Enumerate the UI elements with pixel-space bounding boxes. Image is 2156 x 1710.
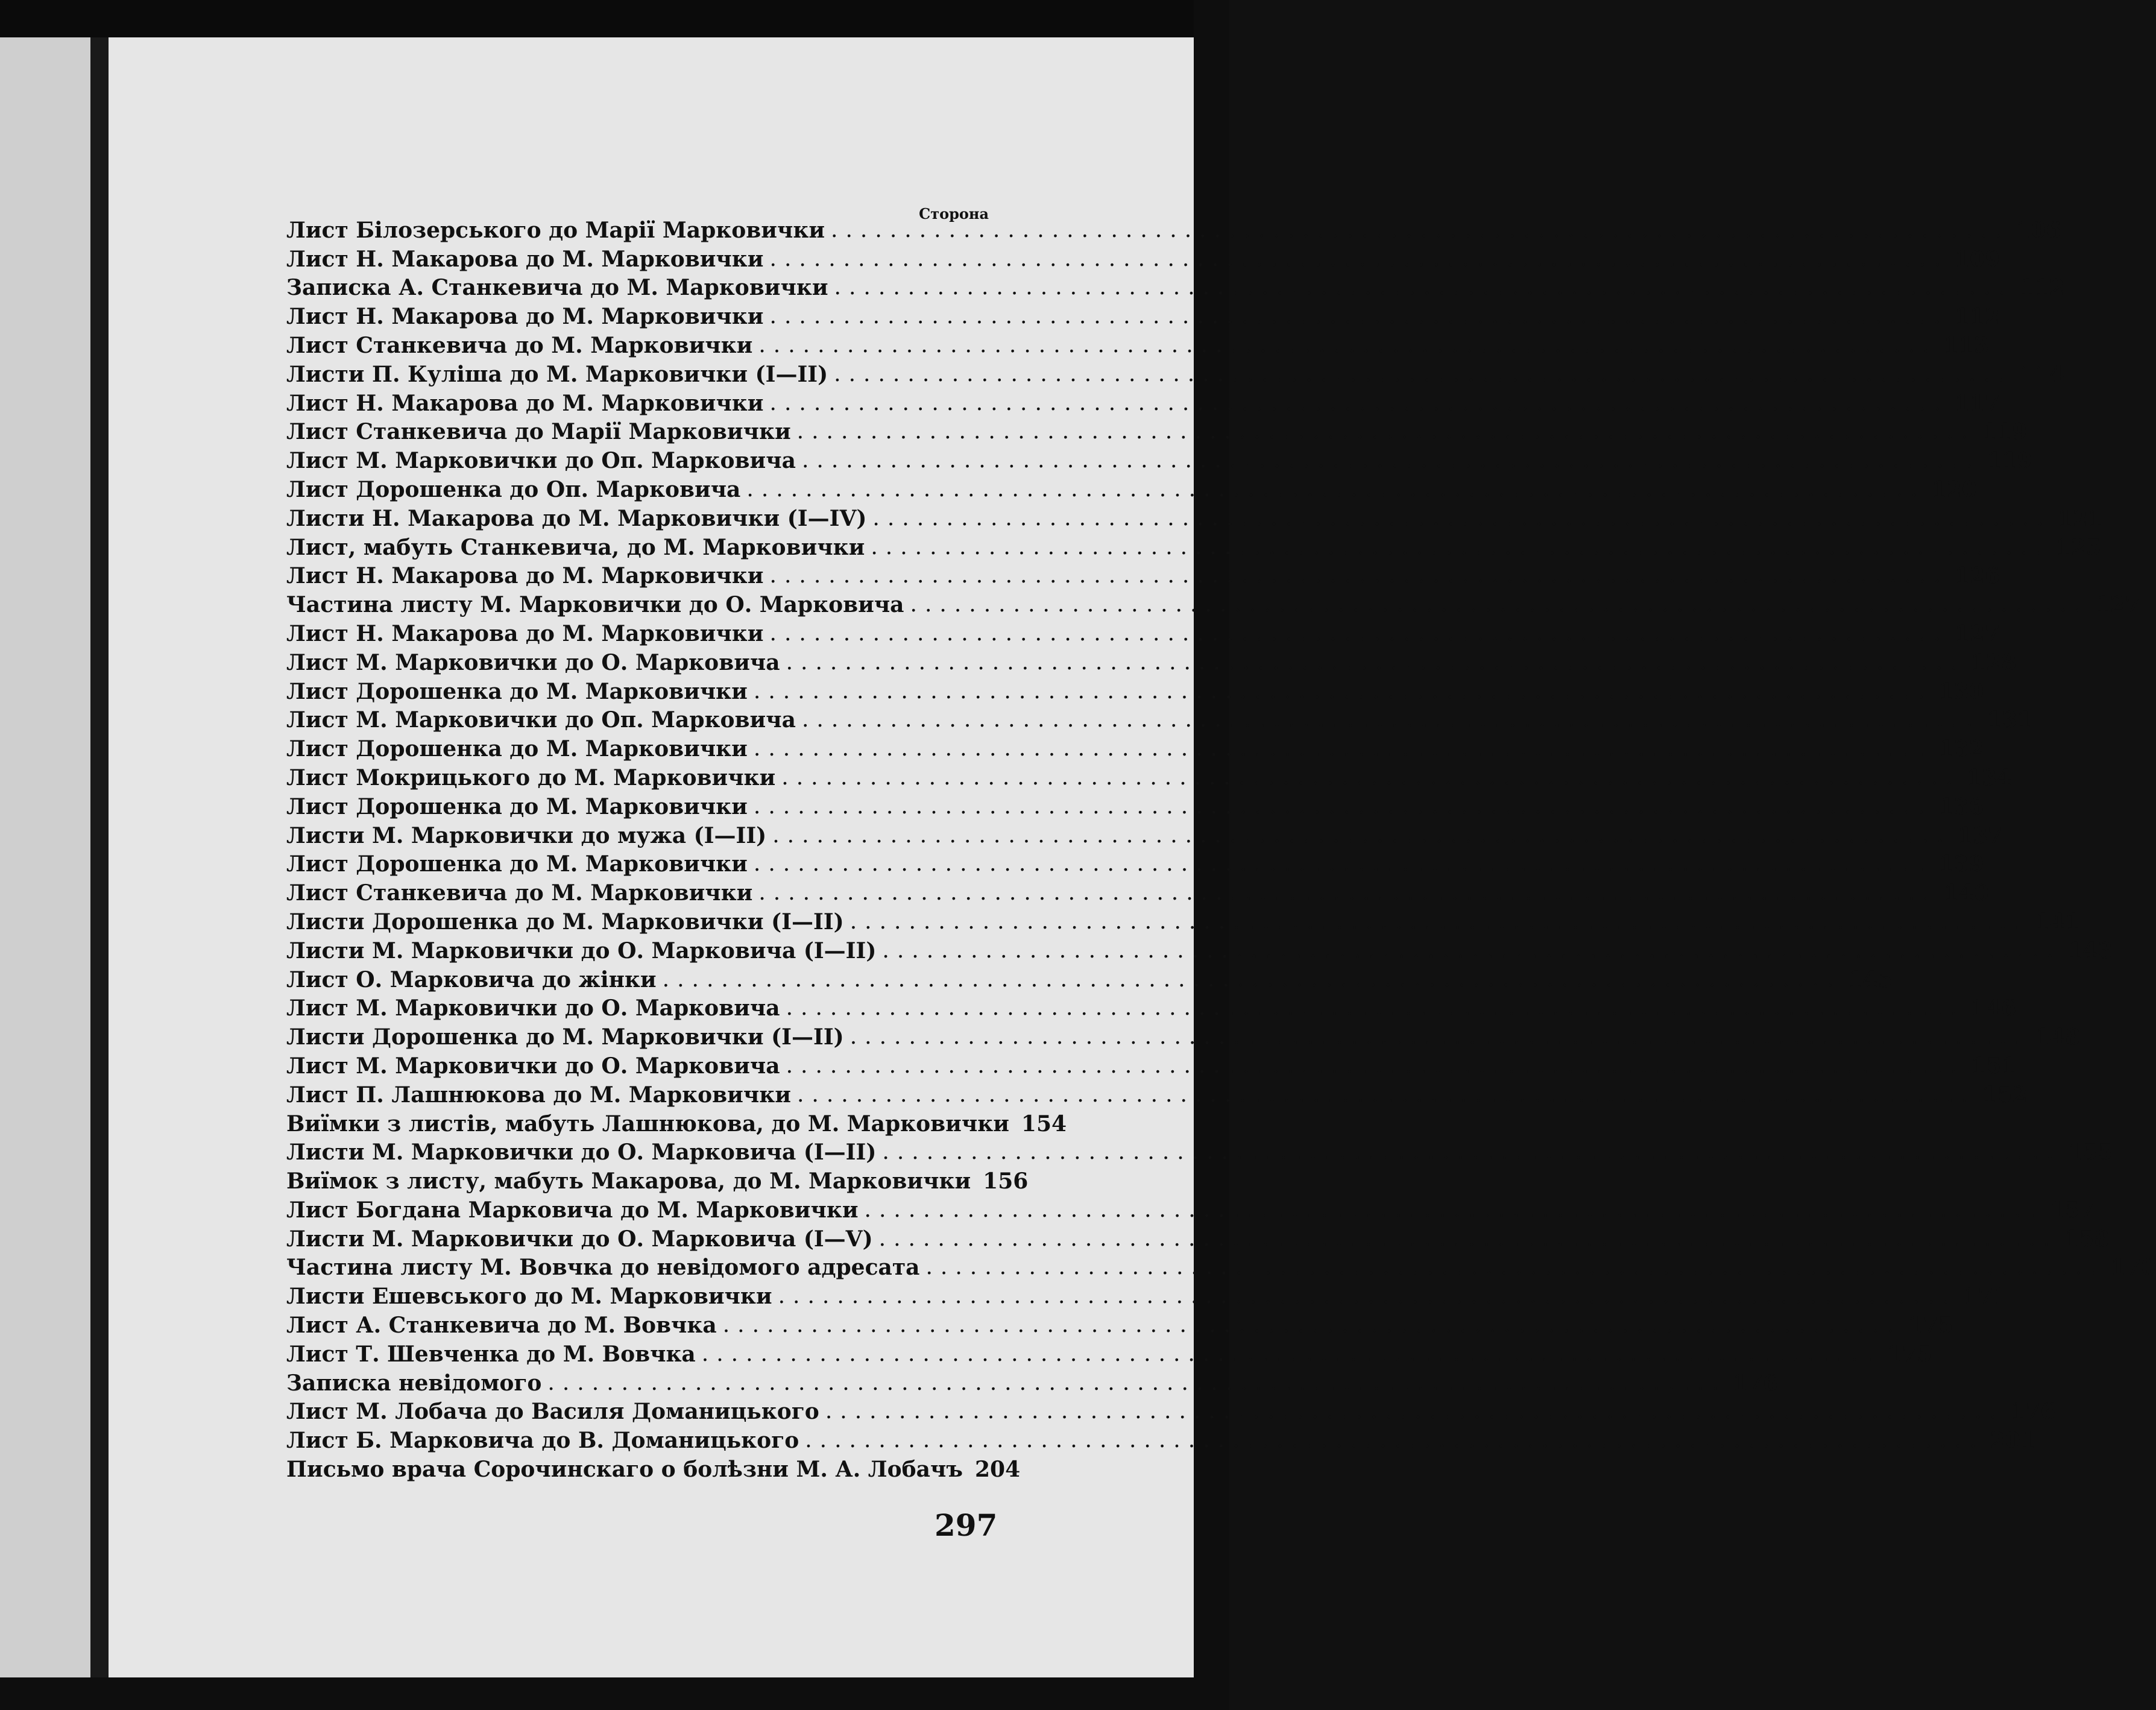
toc-entry-page: 148	[2035, 1024, 2081, 1050]
toc-entry	[286, 760, 2012, 790]
toc-entry	[286, 616, 2000, 646]
toc-entry-title: Письмо врача Сорочинскаго о болѣзни М. А. Лобачъ	[286, 1457, 963, 1483]
toc-entry-page: 119	[1982, 419, 2028, 445]
leader-dots: ................................................................................	[910, 592, 2089, 617]
toc-entry-page: 119	[1987, 448, 2032, 474]
leader-dots: ................................................................................	[872, 505, 2052, 531]
toc-entry-page: 112	[2019, 275, 2065, 301]
toc-entry-title: Лист Станкевича до Марії Марковички	[286, 419, 791, 445]
toc-entry	[286, 1135, 2113, 1166]
toc-entry	[286, 1365, 1779, 1396]
toc-entry-page: 158	[2064, 1226, 2110, 1252]
leader-dots: ................................................................................	[753, 678, 1933, 704]
toc-entry-page: 126	[1954, 563, 2000, 589]
toc-entry-title: Лист Н. Макарова до М. Марковички	[286, 620, 764, 646]
toc-entry	[286, 500, 2104, 531]
toc-entry	[286, 1163, 1029, 1194]
leader-dots: ................................................................................	[925, 1255, 2105, 1280]
toc-entry	[286, 645, 2017, 675]
leader-dots: ................................................................................	[796, 1082, 1976, 1107]
toc-entry-page: 137	[1957, 822, 2003, 848]
toc-entry-title: Лист О. Марковича до жінки	[286, 967, 657, 992]
leader-dots: ................................................................................	[864, 1197, 2043, 1222]
leader-dots: ................................................................................	[769, 390, 1949, 415]
toc-entry-title: Листи Дорошенка до М. Марковички (I—II)	[286, 909, 844, 935]
toc-entry-page: 201	[1990, 1428, 2035, 1454]
toc-entry	[286, 1451, 1021, 1483]
toc-entry	[286, 270, 2065, 301]
toc-entry-page: 113	[1943, 332, 1989, 358]
toc-entry-page: 154	[1021, 1111, 1067, 1137]
toc-entry-title: Лист Н. Макарова до М. Марковички	[286, 246, 764, 272]
toc-entry	[286, 327, 1989, 358]
toc-entry-page: 175	[1886, 1341, 1932, 1367]
toc-entry-page: 131	[1987, 707, 2032, 733]
toc-entry-page: 120	[1931, 476, 1977, 502]
toc-entry-title: Лист Н. Макарова до М. Марковички	[286, 390, 764, 416]
page-column-label: Сторона	[919, 205, 989, 222]
toc-entry-title: Лист А. Станкевича до М. Вовчка	[286, 1313, 717, 1339]
toc-entry-page: 139	[1938, 851, 1984, 877]
toc-entry	[286, 529, 2101, 560]
leader-dots: ................................................................................	[753, 736, 1933, 762]
leader-dots: ................................................................................	[882, 938, 2061, 963]
leader-dots: ................................................................................	[746, 476, 1926, 502]
leader-dots: ................................................................................	[769, 563, 1949, 588]
toc-entry	[286, 356, 2064, 387]
toc-entry-page: 132	[1938, 736, 1984, 762]
toc-entry-title: Листи М. Марковички до О. Марковича (I—V)	[286, 1226, 873, 1252]
toc-entry	[286, 875, 1989, 906]
toc-entry-title: Листи М. Марковички до мужа (I—II)	[286, 822, 767, 848]
toc-entry	[286, 414, 2028, 445]
toc-entry-page: 176	[2010, 1399, 2056, 1425]
leader-dots: ................................................................................	[786, 649, 1965, 675]
toc-entry-page: 128	[1971, 649, 2017, 675]
toc-entry-page: 176	[1732, 1370, 1779, 1396]
toc-entry-title: Лист Мокрицького до М. Марковички	[286, 765, 776, 790]
toc-entry-page: 109	[1954, 246, 2000, 272]
leader-dots: ................................................................................	[781, 765, 1961, 790]
toc-entry-title: Лист П. Лашнюкова до М. Марковички	[286, 1082, 791, 1108]
toc-entry	[286, 731, 1984, 762]
toc-entry	[286, 1019, 2081, 1050]
facing-page-edge	[0, 37, 90, 1677]
toc-entry-title: Листи Ешевського до М. Марковички	[286, 1284, 772, 1310]
toc-entry	[286, 587, 2141, 618]
page-number: 297	[935, 1507, 998, 1543]
leader-dots: ................................................................................	[805, 1428, 1984, 1453]
toc-entry-title: Лист М. Марковички до Оп. Марковича	[286, 448, 796, 474]
leader-dots: ................................................................................	[701, 1341, 1881, 1366]
toc-entry-title: Лист М. Лобача до Василя Доманицького	[286, 1399, 819, 1425]
toc-list	[286, 212, 2156, 1483]
toc-entry-page: 140	[1943, 880, 1989, 906]
leader-dots: ................................................................................	[801, 707, 1981, 733]
toc-entry	[286, 1278, 2009, 1310]
toc-entry-page: 117	[1954, 390, 2000, 416]
toc-entry-page: 130	[1938, 678, 1984, 704]
toc-entry	[286, 904, 2081, 935]
toc-entry-page: 155	[2067, 1140, 2113, 1166]
toc-entry-page: 157	[2049, 1197, 2095, 1223]
toc-entry	[286, 1192, 2095, 1223]
leader-dots: ................................................................................	[831, 217, 2010, 242]
leader-dots: ................................................................................	[753, 851, 1933, 877]
toc-entry	[286, 1250, 2156, 1281]
toc-entry-page: 204	[974, 1457, 1021, 1483]
toc-entry-page: 121	[2057, 505, 2104, 531]
toc-entry-title: Лист М. Марковички до О. Марковича	[286, 995, 780, 1021]
leader-dots: ................................................................................	[769, 246, 1949, 271]
toc-entry-title: Лист М. Марковички до О. Марковича	[286, 1053, 780, 1079]
toc-entry	[286, 847, 1984, 877]
toc-entry-title: Лист М. Марковички до Оп. Марковича	[286, 707, 796, 733]
toc-entry-page: 170	[2110, 1255, 2156, 1281]
leader-dots: ................................................................................	[786, 995, 1965, 1021]
toc-entry-title: Лист Дорошенка до М. Марковички	[286, 793, 748, 819]
leader-dots: ................................................................................	[786, 1053, 1965, 1078]
leader-dots: ................................................................................	[758, 880, 1938, 906]
toc-entry-page: 175	[1908, 1313, 1953, 1339]
toc-entry-page: 125	[2055, 534, 2101, 560]
toc-entry-page: 114	[2019, 361, 2064, 387]
toc-entry-page: 143	[2067, 938, 2113, 964]
toc-entry-page: 127	[1954, 620, 2000, 646]
toc-entry-title: Лист Дорошенка до М. Марковички	[286, 678, 748, 704]
toc-entry-title: Листи М. Марковички до О. Марковича (I—II)	[286, 938, 877, 964]
toc-entry	[286, 1221, 2110, 1252]
leader-dots: ................................................................................	[547, 1370, 1727, 1395]
leader-dots: ................................................................................	[769, 304, 1949, 329]
leader-dots: ................................................................................	[796, 419, 1976, 444]
leader-dots: ................................................................................	[834, 275, 2014, 300]
leader-dots: ................................................................................	[871, 534, 2050, 560]
toc-entry-title: Лист Н. Макарова до М. Марковички	[286, 304, 764, 330]
book-gutter	[90, 37, 109, 1677]
toc-entry	[286, 443, 2032, 474]
toc-entry-page: 112	[1954, 304, 2000, 330]
toc-entry	[286, 558, 2000, 589]
toc-entry	[286, 962, 1893, 992]
toc-entry	[286, 472, 1977, 502]
toc-entry	[286, 818, 2003, 848]
toc-entry-title: Лист Т. Шевченка до М. Вовчка	[286, 1341, 696, 1367]
toc-entry-title: Лист, мабуть Станкевича, до М. Марковички	[286, 534, 865, 560]
toc-entry-title: Лист Станкевича до М. Марковички	[286, 880, 753, 906]
toc-entry-page: 127	[2095, 592, 2141, 618]
toc-entry	[286, 298, 2000, 330]
leader-dots: ................................................................................	[722, 1313, 1902, 1338]
toc-entry-title: Виїмки з листів, мабуть Лашнюкова, до М. Марковички	[286, 1111, 1009, 1137]
toc-entry	[286, 1077, 2028, 1108]
toc-entry-title: Лист М. Марковички до О. Марковича	[286, 649, 780, 675]
toc-entry	[286, 933, 2113, 964]
toc-entry-page: 106	[2016, 217, 2061, 243]
toc-entry-title: Лист Дорошенка до М. Марковички	[286, 736, 748, 762]
toc-entry-page: 151	[1971, 1053, 2017, 1079]
toc-entry	[286, 991, 2017, 1021]
toc-entry-title: Лист Б. Марковича до В. Доманицького	[286, 1428, 799, 1454]
toc-entry-title: Лист Білозерського до Марії Марковички	[286, 217, 825, 243]
toc-entry	[286, 674, 1984, 704]
toc-entry	[286, 1048, 2017, 1079]
toc-entry	[286, 1106, 1067, 1137]
leader-dots: ................................................................................	[882, 1140, 2061, 1165]
toc-entry-title: Листи П. Куліша до М. Марковички (I—II)	[286, 361, 828, 387]
toc-entry-title: Лист Н. Макарова до М. Марковички	[286, 563, 764, 589]
toc-entry-title: Записка А. Станкевича до М. Марковички	[286, 275, 828, 301]
leader-dots: ................................................................................	[769, 620, 1949, 646]
toc-entry	[286, 241, 2000, 272]
leader-dots: ................................................................................	[758, 332, 1938, 358]
leader-dots: ................................................................................	[662, 967, 1842, 992]
toc-entry-title: Записка невідомого	[286, 1370, 542, 1396]
toc-entry-title: Листи М. Марковички до О. Марковича (I—II)	[286, 1140, 877, 1166]
toc-entry	[286, 1336, 1932, 1367]
toc-entry-title: Лист Дорошенка до Оп. Марковича	[286, 476, 741, 502]
toc-entry-title: Лист Дорошенка до М. Марковички	[286, 851, 748, 877]
leader-dots: ................................................................................	[825, 1399, 2005, 1424]
toc-entry-page: 141	[2035, 909, 2081, 935]
toc-entry-page: 145	[1847, 967, 1893, 992]
toc-entry	[286, 789, 1984, 819]
toc-entry	[286, 385, 2000, 416]
leader-dots: ................................................................................	[878, 1226, 2058, 1251]
toc-entry-title: Лист Станкевича до М. Марковички	[286, 332, 753, 358]
toc-entry-title: Виїмок з листу, мабуть Макарова, до М. Марковички	[286, 1169, 971, 1194]
leader-dots: ................................................................................	[772, 822, 1952, 848]
toc-entry-title: Листи Дорошенка до М. Марковички (I—II)	[286, 1024, 844, 1050]
toc-entry	[286, 212, 2061, 243]
toc-entry-page: 146	[1971, 995, 2017, 1021]
toc-entry-page: 136	[1938, 793, 1984, 819]
leader-dots: ................................................................................	[834, 361, 2013, 386]
scan-border-bottom	[0, 1677, 1229, 1710]
toc-entry	[286, 1422, 2035, 1454]
leader-dots: ................................................................................	[753, 793, 1933, 819]
leader-dots: ................................................................................	[778, 1284, 1958, 1309]
scan-border-top	[0, 0, 1229, 37]
leader-dots: ................................................................................	[849, 1024, 2029, 1050]
toc-entry	[286, 702, 2032, 733]
toc-entry-page: 134	[1966, 765, 2012, 790]
leader-dots: ................................................................................	[801, 448, 1981, 473]
toc-entry	[286, 1394, 2056, 1425]
toc-entry-title: Лист Богдана Марковича до М. Марковички	[286, 1197, 859, 1223]
toc-entry-title: Частина листу М. Вовчка до невідомого адресата	[286, 1255, 920, 1281]
toc-entry	[286, 1307, 1953, 1339]
toc-entry-page: 156	[983, 1169, 1029, 1194]
toc-entry-title: Листи Н. Макарова до М. Марковички (I—IV)	[286, 505, 867, 531]
leader-dots: ................................................................................	[849, 909, 2029, 934]
toc-entry-title: Частина листу М. Марковички до О. Марковича	[286, 592, 904, 618]
toc-entry-page: 152	[1982, 1082, 2028, 1108]
toc-entry-page: 171	[1963, 1284, 2009, 1310]
